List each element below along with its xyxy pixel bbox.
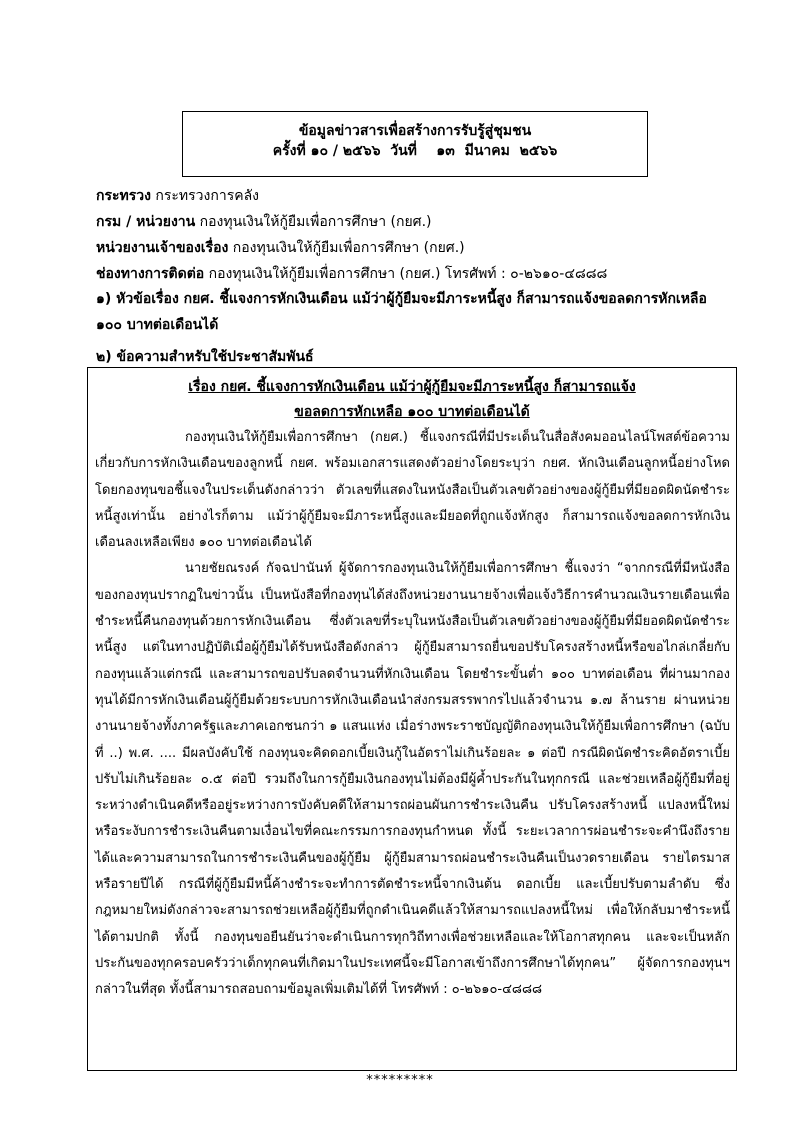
press-release-title-line2: ขอลดการหักเหลือ ๑๐๐ บาทต่อเดือนได้ bbox=[294, 404, 530, 420]
section-2-heading: ๒) ข้อความสำหรับใช้ประชาสัมพันธ์ bbox=[96, 349, 314, 365]
ministry-label: กระทรวง bbox=[96, 188, 151, 204]
press-release-paragraph-2: นายชัยณรงค์ กัจฉปานันท์ ผู้จัดการกองทุนเงินให้กู้ยืมเพื่อการศึกษา ชี้แจงว่า “จากกรณีที่มีหนังสือของกองทุนปรากฏในข่าวนั้น เป็นหนังสือที่กองทุนได้ส่งถึงหน่วยงานนายจ้างเพื่อแจ้งวิธีการคำนวณเงินรายเดือนเพื่อชำระหนี้คืนกองทุนด้วยการหักเงินเดือน ซึ่งตัวเลขที่ระบุในหนังสือเป็นตัวเลขตัวอย่างของผู้กู้ยืมที่มียอดผิดนัดชำระหนี้สูง แต่ในทางปฏิบัติเมื่อผู้กู้ยืมได้รับหนังสือดังกล่าว ผู้กู้ยืมสามารถยื่นขอปรับโครงสร้างหนี้หรือขอไกล่เกลี่ยกับกองทุนแล้วแต่กรณี และสามารถขอปรับลดจำนวนที่หักเงินเดือน โดยชำระขั้นต่ำ ๑๐๐ บาทต่อเดือน ที่ผ่านมากองทุนได้มีการหักเงินเดือนผู้กู้ยืมด้วยระบบการหักเงินเดือนนำส่งกรมสรรพากรไปแล้วจำนวน ๑.๗ ล้านราย ผ่านหน่วยงานนายจ้างทั้งภาครัฐและภาคเอกชนกว่า ๑ แสนแห่ง เมื่อร่างพระราชบัญญัติกองทุนเงินให้กู้ยืมเพื่อการศึกษา (ฉบับที่ ..) พ.ศ. .... มีผลบังคับใช้ กองทุนจะคิดดอกเบี้ยเงินกู้ในอัตราไม่เกินร้อยละ ๑ ต่อปี กรณีผิดนัดชำระคิดอัตราเบี้ยปรับไม่เกินร้อยละ ๐.๕ ต่อปี รวมถึงในการกู้ยืมเงินกองทุนไม่ต้องมีผู้ค้ำประกันในทุกกรณี และช่วยเหลือผู้กู้ยืมที่อยู่ระหว่างดำเนินคดีหรืออยู่ระหว่างการบังคับคดีให้สามารถผ่อนผันการชำระเงินคืน ปรับโครงสร้างหนี้ แปลงหนี้ใหม่ หรือระงับการชำระเงินคืนตามเงื่อนไขที่คณะกรรมการกองทุนกำหนด ทั้งนี้ ระยะเวลาการผ่อนชำระจะคำนึงถึงรายได้และความสามารถในการชำระเงินคืนของผู้กู้ยืม ผู้กู้ยืมสามารถผ่อนชำระเงินคืนเป็นงวดรายเดือน รายไตรมาส หรือรายปีได้ กรณีที่ผู้กู้ยืมมีหนี้ค้างชำระจะทำการตัดชำระหนี้จากเงินต้น ดอกเบี้ย และเบี้ยปรับตามลำดับ ซึ่งกฎหมายใหม่ดังกล่าวจะสามารถช่วยเหลือผู้กู้ยืมที่ถูกดำเนินคดีแล้วให้สามารถแปลงหนี้ใหม่ เพื่อให้กลับมาชำระหนี้ได้ตามปกติ ทั้งนี้ กองทุนขอยืนยันว่าจะดำเนินการทุกวิถีทางเพื่อช่วยเหลือและให้โอกาสทุกคน และจะเป็นหลักประกันของทุกครอบครัวว่าเด็กทุกคนที่เกิดมาในประเทศนี้จะมีโอกาสเข้าถึงการศึกษาได้ทุกคน” ผู้จัดการกองทุนฯ กล่าวในที่สุด ทั้งนี้สามารถสอบถามข้อมูลเพิ่มเติมได้ที่ โทรศัพท์ : ๐-๒๖๑๐-๔๘๘๘ bbox=[95, 561, 730, 998]
department-row bbox=[96, 209, 736, 235]
press-release-title-line1: เรื่อง กยศ. ชี้แจงการหักเงินเดือน แม้ว่าผู้กู้ยืมจะมีภาระหนี้สูง ก็สามารถแจ้ง bbox=[188, 379, 636, 395]
info-block bbox=[96, 183, 736, 287]
department-label: กรม / หน่วยงาน bbox=[96, 214, 196, 230]
ministry-row bbox=[96, 183, 736, 209]
owner-label: หน่วยงานเจ้าของเรื่อง bbox=[96, 240, 229, 256]
press-release-box bbox=[87, 367, 737, 1071]
end-marker: ********* bbox=[366, 1073, 434, 1088]
document-issue-date: ครั้งที่ ๑๐ / ๒๕๖๖ วันที่ ๑๓ มีนาคม ๒๕๖๖ bbox=[272, 143, 558, 159]
contact-label: ช่องทางการติดต่อ bbox=[96, 266, 205, 282]
contact-value: กองทุนเงินให้กู้ยืมเพื่อการศึกษา (กยศ.) โทรศัพท์ : ๐-๒๖๑๐-๔๘๘๘ bbox=[204, 266, 608, 282]
document-title: ข้อมูลข่าวสารเพื่อสร้างการรับรู้สู่ชุมชน bbox=[298, 123, 532, 139]
press-release-title bbox=[88, 375, 736, 425]
press-release-paragraph-1: กองทุนเงินให้กู้ยืมเพื่อการศึกษา (กยศ.) ชี้แจงกรณีที่มีประเด็นในสื่อสังคมออนไลน์โพสต์ข้อความเกี่ยวกับการหักเงินเดือนของลูกหนี้ กยศ. พร้อมเอกสารแสดงตัวอย่างโดยระบุว่า กยศ. หักเงินเดือนลูกหนี้อย่างโหด โดยกองทุนขอชี้แจงในประเด็นดังกล่าวว่า ตัวเลขที่แสดงในหนังสือเป็นตัวเลขตัวอย่างของผู้กู้ยืมที่มียอดผิดนัดชำระหนี้สูงเท่านั้น อย่างไรก็ตาม แม้ว่าผู้กู้ยืมจะมีภาระหนี้สูงและมียอดที่ถูกแจ้งหักสูง ก็สามารถแจ้งขอลดการหักเงินเดือนลงเหลือเพียง ๑๐๐ บาทต่อเดือนได้ bbox=[95, 430, 730, 551]
owner-row bbox=[96, 235, 736, 261]
contact-row bbox=[96, 261, 736, 287]
owner-value: กองทุนเงินให้กู้ยืมเพื่อการศึกษา (กยศ.) bbox=[228, 240, 465, 256]
header-box bbox=[182, 111, 648, 177]
ministry-value: กระทรวงการคลัง bbox=[150, 188, 260, 204]
section-1-heading: ๑) หัวข้อเรื่อง กยศ. ชี้แจงการหักเงินเดือน แม้ว่าผู้กู้ยืมจะมีภาระหนี้สูง ก็สามารถแจ้งขอลดการหักเหลือ ๑๐๐ บาทต่อเดือนได้ bbox=[96, 291, 707, 333]
department-value: กองทุนเงินให้กู้ยืมเพื่อการศึกษา (กยศ.) bbox=[195, 214, 432, 230]
